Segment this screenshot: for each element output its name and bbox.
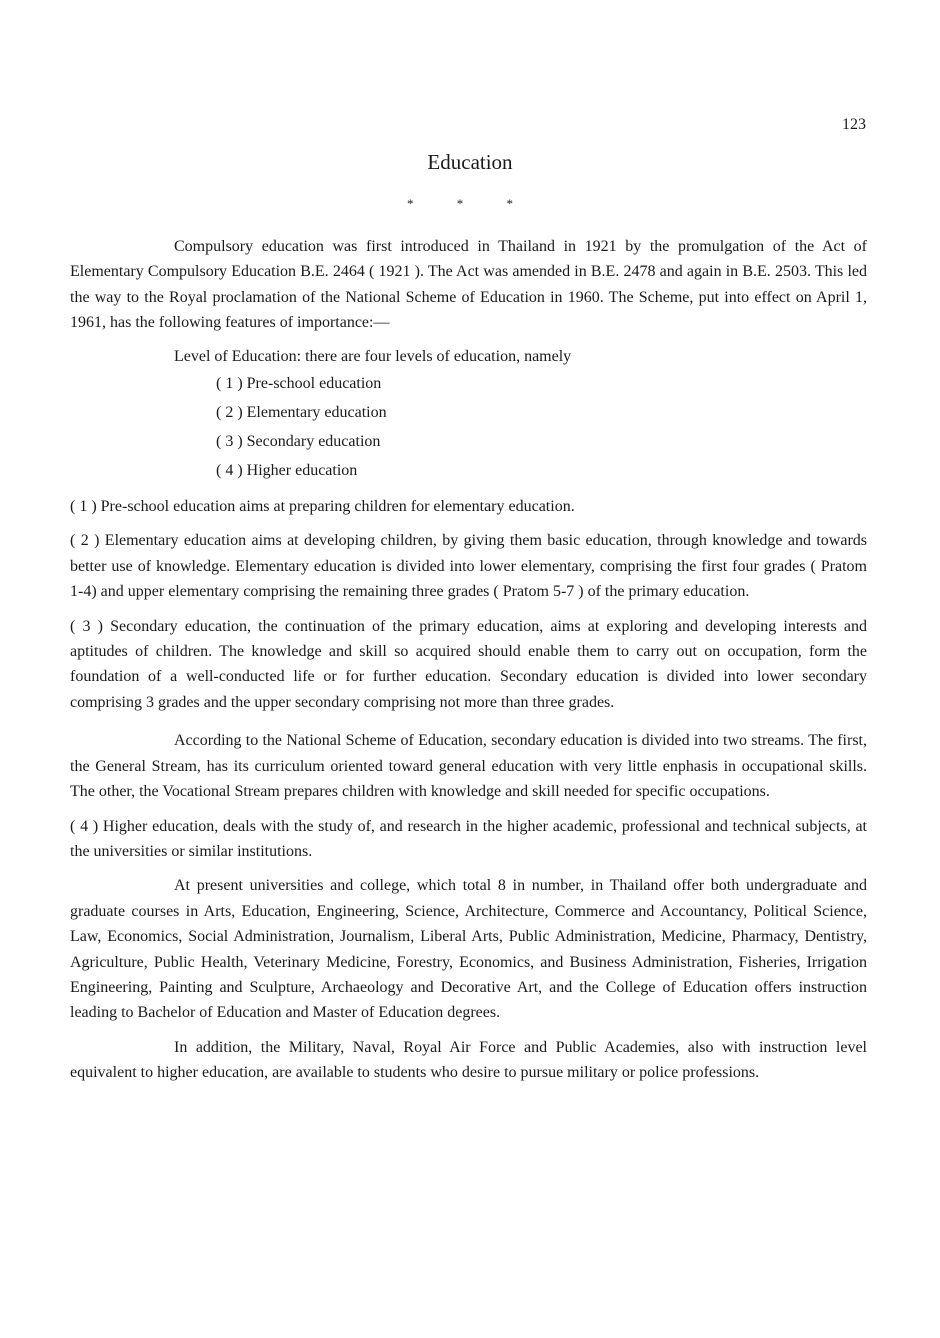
- levels-list-item: ( 2 ) Elementary education: [216, 404, 387, 422]
- levels-list-item: ( 1 ) Pre-school education: [216, 375, 382, 393]
- levels-list-item: ( 3 ) Secondary education: [216, 433, 381, 451]
- academies-paragraph: In addition, the Military, Naval, Royal Air Force and Public Academies, also with instruction level equivalent to higher education, are available to students who desire to pursue military or police professions.: [70, 1038, 867, 1082]
- streams-paragraph: According to the National Scheme of Education, secondary education is divided into two streams. The first, the General Stream, has its curriculum oriented toward general education with very little enphasis in occupational skills. The other, the Vocational Stream prepares children with knowledge and skill needed for specific occupations.: [70, 732, 867, 801]
- page-number: 123: [842, 116, 866, 133]
- levels-intro: Level of Education: there are four levels of education, namely: [174, 347, 572, 365]
- preschool-paragraph: ( 1 ) Pre-school education aims at preparing children for elementary education.: [70, 498, 575, 516]
- higher-education-paragraph: ( 4 ) Higher education, deals with the study of, and research in the higher academic, professional and technical subjects, at the universities or similar institutions.: [70, 817, 867, 860]
- document-body: [70, 234, 867, 1086]
- elementary-paragraph: ( 2 ) Elementary education aims at developing children, by giving them basic education, through knowledge and towards better use of knowledge. Elementary education is divided into lower elementary, comprising the first four grades ( Pratom 1-4) and upper elementary comprising the remaining three grades ( Pratom 5-7 ) of the primary education.: [70, 532, 867, 601]
- universities-paragraph: At present universities and college, which total 8 in number, in Thailand offer both undergraduate and graduate courses in Arts, Education, Engineering, Science, Architecture, Commerce and Accountancy, Political Science, Law, Economics, Social Administration, Journalism, Liberal Arts, Public Administration, Medicine, Pharmacy, Dentistry, Agriculture, Public Health, Veterinary Medicine, Forestry, Economics, and Business Administration, Fisheries, Irrigation Engineering, Painting and Sculpture, Archaeology and Decorative Art, and the College of Education offers instruction leading to Bachelor of Education and Master of Education degrees.: [70, 877, 867, 1022]
- levels-list: [70, 369, 867, 485]
- page-title: Education: [427, 150, 513, 174]
- intro-paragraph: Compulsory education was first introduced in Thailand in 1921 by the promulgation of the Act of Elementary Compulsory Education B.E. 2464 ( 1921 ). The Act was amended in B.E. 2478 and again in B.E. 2503. This led the way to the Royal proclamation of the National Scheme of Education in 1960. The Scheme, put into effect on April 1, 1961, has the following features of importance:—: [70, 238, 867, 332]
- levels-list-item: ( 4 ) Higher education: [216, 462, 358, 480]
- secondary-paragraph: ( 3 ) Secondary education, the continuation of the primary education, aims at exploring and developing interests and aptitudes of children. The knowledge and skill so acquired should enable them to carry out on occupation, form the foundation of a well-conducted life or for further education. Secondary education is divided into lower secondary comprising 3 grades and the upper secondary comprising not more than three grades.: [70, 617, 867, 711]
- section-separator: * * *: [407, 196, 533, 211]
